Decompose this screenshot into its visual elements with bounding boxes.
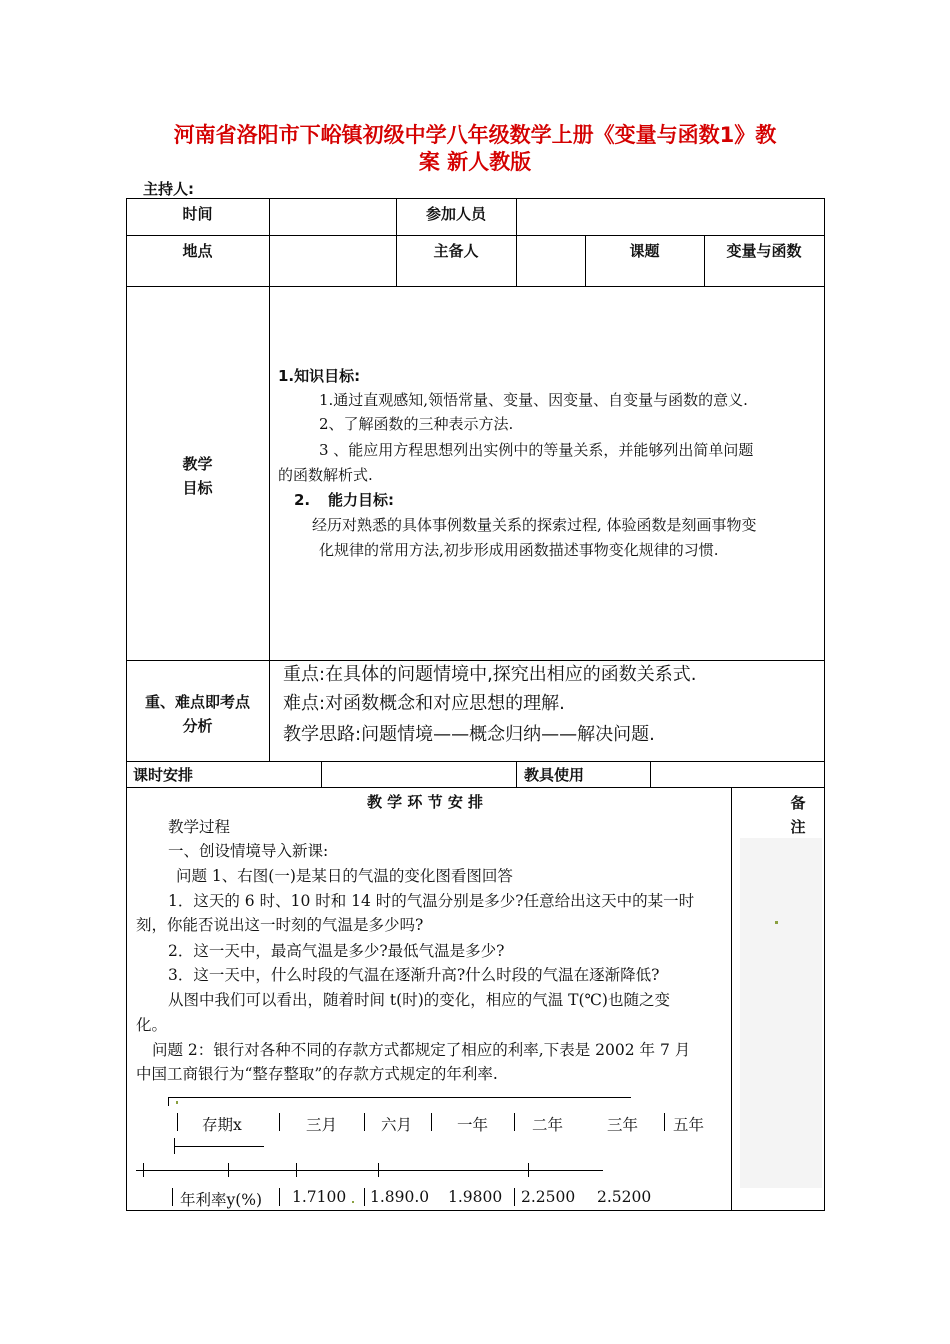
rate-table-line: [431, 1113, 432, 1131]
rate-header-6m: 六月: [381, 1116, 413, 1134]
rate-table-line: [279, 1188, 280, 1206]
rate-header-5y: 五年: [673, 1116, 705, 1134]
keypoints-label-line1: 重、难点即考点: [144, 693, 250, 711]
knowledge-goal-2: 2、了解函数的三种表示方法.: [319, 415, 514, 433]
goals-label-line1: 教学: [182, 455, 213, 473]
rate-value-3m: 1.7100: [292, 1188, 347, 1206]
knowledge-goal-3-cont: 的函数解析式.: [278, 466, 373, 484]
goals-label-line2: 目标: [182, 479, 213, 497]
notes-column-background: [740, 838, 822, 1188]
process-p1: 一、创设情境导入新课:: [168, 842, 329, 860]
rate-header-2y: 二年: [532, 1116, 564, 1134]
process-p3b: 刻，你能否说出这一时刻的气温是多少吗?: [136, 916, 424, 934]
host-label: 主持人:: [143, 180, 194, 198]
knowledge-goal-title: 1.知识目标:: [278, 367, 361, 385]
knowledge-goal-3: 3 、能应用方程思想列出实例中的等量关系，并能够列出简单问题: [319, 441, 754, 459]
process-p7a: 问题 2：银行对各种不同的存款方式都规定了相应的利率,下表是 2002 年 7 月: [152, 1041, 691, 1059]
rate-row-label: 年利率y(%): [180, 1191, 263, 1209]
grid-line: [731, 787, 732, 1210]
rate-table-line: [177, 1113, 178, 1131]
title-line-2: 案 新人教版: [418, 150, 532, 174]
process-p0: 教学过程: [168, 818, 231, 836]
rate-table-line: [136, 1170, 603, 1171]
participants-label: 参加人员: [425, 205, 486, 223]
grid-line: [126, 198, 825, 199]
rate-value-1y: 1.9800: [448, 1188, 503, 1206]
rate-value-2y: 2.2500: [521, 1188, 576, 1206]
grid-line: [126, 286, 825, 287]
notes-label: [770, 791, 826, 839]
rate-value-3y: 2.5200: [597, 1188, 652, 1206]
process-p6a: 从图中我们可以看出，随着时间 t(时)的变化，相应的气温 T(℃)也随之变: [168, 991, 670, 1009]
keypoints-label-line2: 分析: [182, 717, 213, 735]
grid-line: [126, 1210, 825, 1211]
grid-line: [269, 198, 270, 761]
process-p7b: 中国工商银行为“整存整取”的存款方式规定的年利率.: [136, 1065, 498, 1083]
process-p4: 2．这一天中，最高气温是多少?最低气温是多少?: [168, 942, 505, 960]
schedule-label: 课时安排: [133, 766, 194, 784]
process-p3a: 1．这天的 6 时、10 时和 14 时的气温分别是多少?任意给出这天中的某一时: [168, 892, 695, 910]
preparer-label: 主备人: [433, 242, 479, 260]
rate-table-line: [364, 1188, 365, 1206]
mark-dot: [775, 921, 778, 924]
place-label: 地点: [182, 242, 213, 260]
grid-line: [126, 235, 825, 236]
process-p5: 3．这一天中，什么时段的气温在逐渐升高?什么时段的气温在逐渐降低?: [168, 966, 660, 984]
grid-line: [126, 787, 825, 788]
rate-table-line: [168, 1097, 169, 1106]
rate-table-line: [296, 1163, 297, 1177]
key-point-line: 重点:在具体的问题情境中,探究出相应的函数关系式.: [283, 664, 697, 685]
topic-label: 课题: [629, 242, 660, 260]
rate-table-line: [143, 1163, 144, 1177]
ability-goal-1: 经历对熟悉的具体事例数量关系的探索过程, 体验函数是刻画事物变: [312, 516, 757, 534]
topic-value: 变量与函数: [726, 242, 802, 260]
process-p6b: 化。: [136, 1016, 168, 1034]
grid-line: [126, 761, 825, 762]
grid-line: [516, 198, 517, 286]
grid-line: [650, 761, 651, 787]
rate-value-6m: 1.890.0: [370, 1188, 430, 1206]
mark-dot: [352, 1201, 354, 1203]
rate-table-line: [528, 1163, 529, 1177]
rate-header-term: 存期x: [202, 1116, 242, 1134]
ability-goal-number: 2.: [294, 491, 311, 509]
process-p2: 问题 1、右图(一)是某日的气温的变化图看图回答: [176, 867, 513, 885]
grid-line: [321, 761, 322, 787]
title-line-1: 河南省洛阳市下峪镇初级中学八年级数学上册《变量与函数1》教: [173, 123, 777, 147]
rate-table-line: [364, 1113, 365, 1131]
rate-table-line: [172, 1188, 173, 1206]
time-label: 时间: [182, 205, 213, 223]
rate-table-line: [378, 1163, 379, 1177]
mark-dot: [176, 1101, 178, 1104]
notes-label-line1: 备: [790, 794, 806, 812]
process-header: 教 学 环 节 安 排: [366, 793, 484, 811]
difficulty-line: 难点:对函数概念和对应思想的理解.: [283, 693, 565, 714]
ability-goal-2: 化规律的常用方法,初步形成用函数描述事物变化规律的习惯.: [319, 541, 719, 559]
rate-table-line: [174, 1146, 264, 1147]
grid-line: [824, 198, 825, 1210]
ability-goal-title: 能力目标:: [328, 491, 394, 509]
rate-table-line: [279, 1113, 280, 1131]
rate-table-line: [664, 1113, 665, 1131]
rate-table-line: [514, 1188, 515, 1206]
rate-header-3m: 三月: [306, 1116, 338, 1134]
knowledge-goal-1: 1.通过直观感知,领悟常量、变量、因变量、自变量与函数的意义.: [319, 391, 748, 409]
document-title: [120, 122, 830, 176]
keypoints-label: [126, 690, 269, 738]
rate-table-line: [168, 1097, 631, 1098]
teaching-approach-line: 教学思路:问题情境——概念归纳——解决问题.: [283, 724, 655, 745]
goals-label: [126, 452, 269, 500]
rate-header-3y: 三年: [607, 1116, 639, 1134]
tools-label: 教具使用: [524, 766, 585, 784]
rate-table-line: [514, 1113, 515, 1131]
notes-label-line2: 注: [790, 818, 806, 836]
grid-line: [516, 761, 517, 787]
rate-table-line: [228, 1163, 229, 1177]
rate-header-1y: 一年: [457, 1116, 489, 1134]
